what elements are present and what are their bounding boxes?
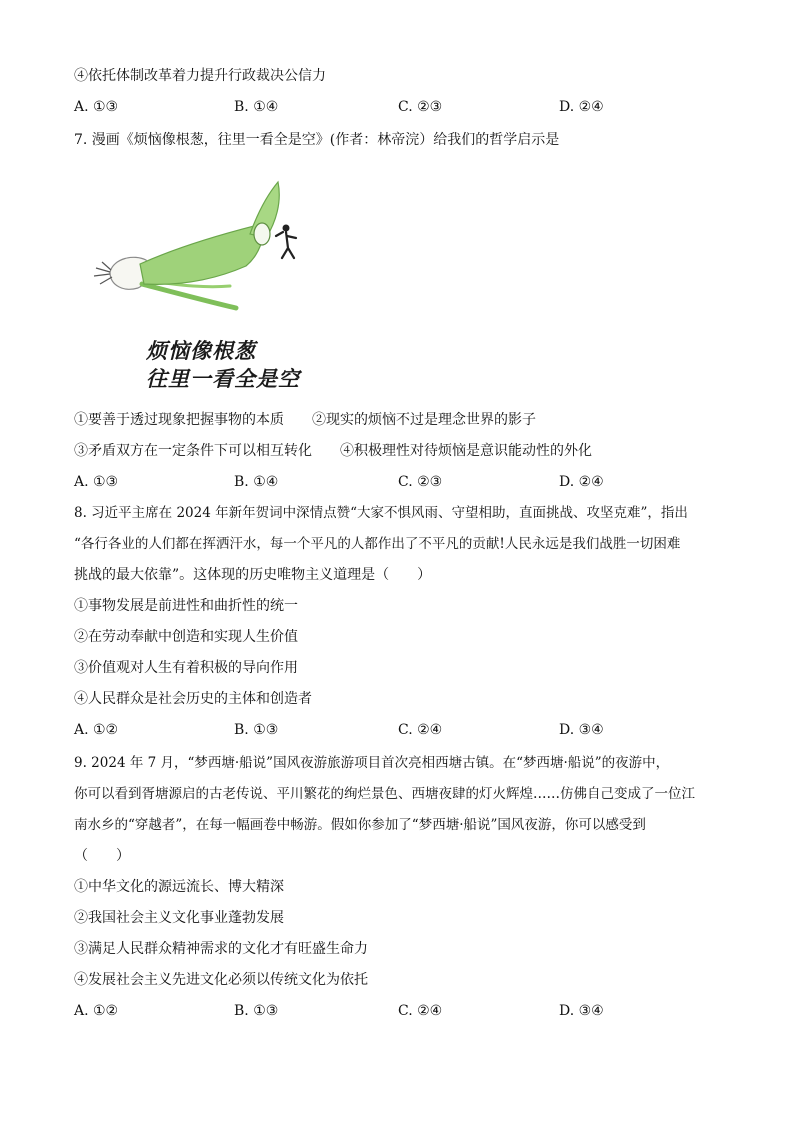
q8-item-4: ④人民群众是社会历史的主体和创造者: [74, 691, 312, 707]
q7-option-d: D. ②④: [559, 474, 604, 490]
q8-item-1: ①事物发展是前进性和曲折性的统一: [74, 598, 298, 614]
q6-item-4: ④依托体制改革着力提升行政裁决公信力: [74, 68, 326, 84]
q6-option-a: A. ①③: [74, 99, 119, 115]
q8-stem-line-1: 8. 习近平主席在 2024 年新年贺词中深情点赞“大家不惧风雨、守望相助，直面挑战、攻坚克难”，指出: [74, 505, 688, 521]
cartoon-caption-line-2: 往里一看全是空: [146, 367, 300, 391]
q6-option-c: C. ②③: [398, 99, 443, 115]
q9-item-2: ②我国社会主义文化事业蓬勃发展: [74, 910, 284, 926]
q8-item-2: ②在劳动奉献中创造和实现人生价值: [74, 629, 298, 645]
q9-item-1: ①中华文化的源远流长、博大精深: [74, 879, 284, 895]
q7-items-1-2: ①要善于透过现象把握事物的本质 ②现实的烦恼不过是理念世界的影子: [74, 412, 536, 428]
q6-option-b: B. ①④: [234, 99, 279, 115]
q8-option-d: D. ③④: [559, 722, 604, 738]
q7-option-c: C. ②③: [398, 474, 443, 490]
q7-items-3-4: ③矛盾双方在一定条件下可以相互转化 ④积极理性对待烦恼是意识能动性的外化: [74, 443, 592, 459]
q6-option-d: D. ②④: [559, 99, 604, 115]
q9-option-c: C. ②④: [398, 1003, 443, 1019]
cartoon-caption-line-1: 烦恼像根葱: [146, 339, 256, 363]
q9-option-a: A. ①②: [74, 1003, 119, 1019]
q8-stem-line-3: 挑战的最大依靠”。这体现的历史唯物主义道理是（ ）: [74, 567, 432, 583]
q8-item-3: ③价值观对人生有着积极的导向作用: [74, 660, 298, 676]
q8-stem-line-2: “各行各业的人们都在挥洒汗水，每一个平凡的人都作出了不平凡的贡献!人民永远是我们战胜一切困难: [74, 536, 681, 552]
q9-stem-line-3: 南水乡的“穿越者”，在每一幅画卷中畅游。假如你参加了“梦西塘·船说”国风夜游，你可以感受到: [74, 817, 646, 833]
q7-option-a: A. ①③: [74, 474, 119, 490]
q9-option-b: B. ①③: [234, 1003, 279, 1019]
q9-stem-line-2: 你可以看到胥塘源启的古老传说、平川繁花的绚烂景色、西塘夜肆的灯火辉煌……仿佛自己变成了一位江: [74, 786, 695, 802]
q9-options: [74, 1002, 734, 1020]
q7-option-b: B. ①④: [234, 474, 279, 490]
q8-option-c: C. ②④: [398, 722, 443, 738]
q7-options: [74, 473, 734, 491]
q6-options: [74, 98, 734, 116]
q7-stem: 7. 漫画《烦恼像根葱，往里一看全是空》(作者：林帝浣）给我们的哲学启示是: [74, 132, 560, 148]
q8-option-a: A. ①②: [74, 722, 119, 738]
q9-option-d: D. ③④: [559, 1003, 604, 1019]
q8-option-b: B. ①③: [234, 722, 279, 738]
q8-options: [74, 721, 734, 739]
q9-item-3: ③满足人民群众精神需求的文化才有旺盛生命力: [74, 941, 368, 957]
q9-stem-line-1: 9. 2024 年 7 月，“梦西塘·船说”国风夜游旅游项目首次亮相西塘古镇。在“梦西塘·船说”的夜游中，: [74, 755, 670, 771]
q9-item-4: ④发展社会主义先进文化必须以传统文化为依托: [74, 972, 368, 988]
q9-stem-line-4: （ ）: [74, 848, 130, 864]
